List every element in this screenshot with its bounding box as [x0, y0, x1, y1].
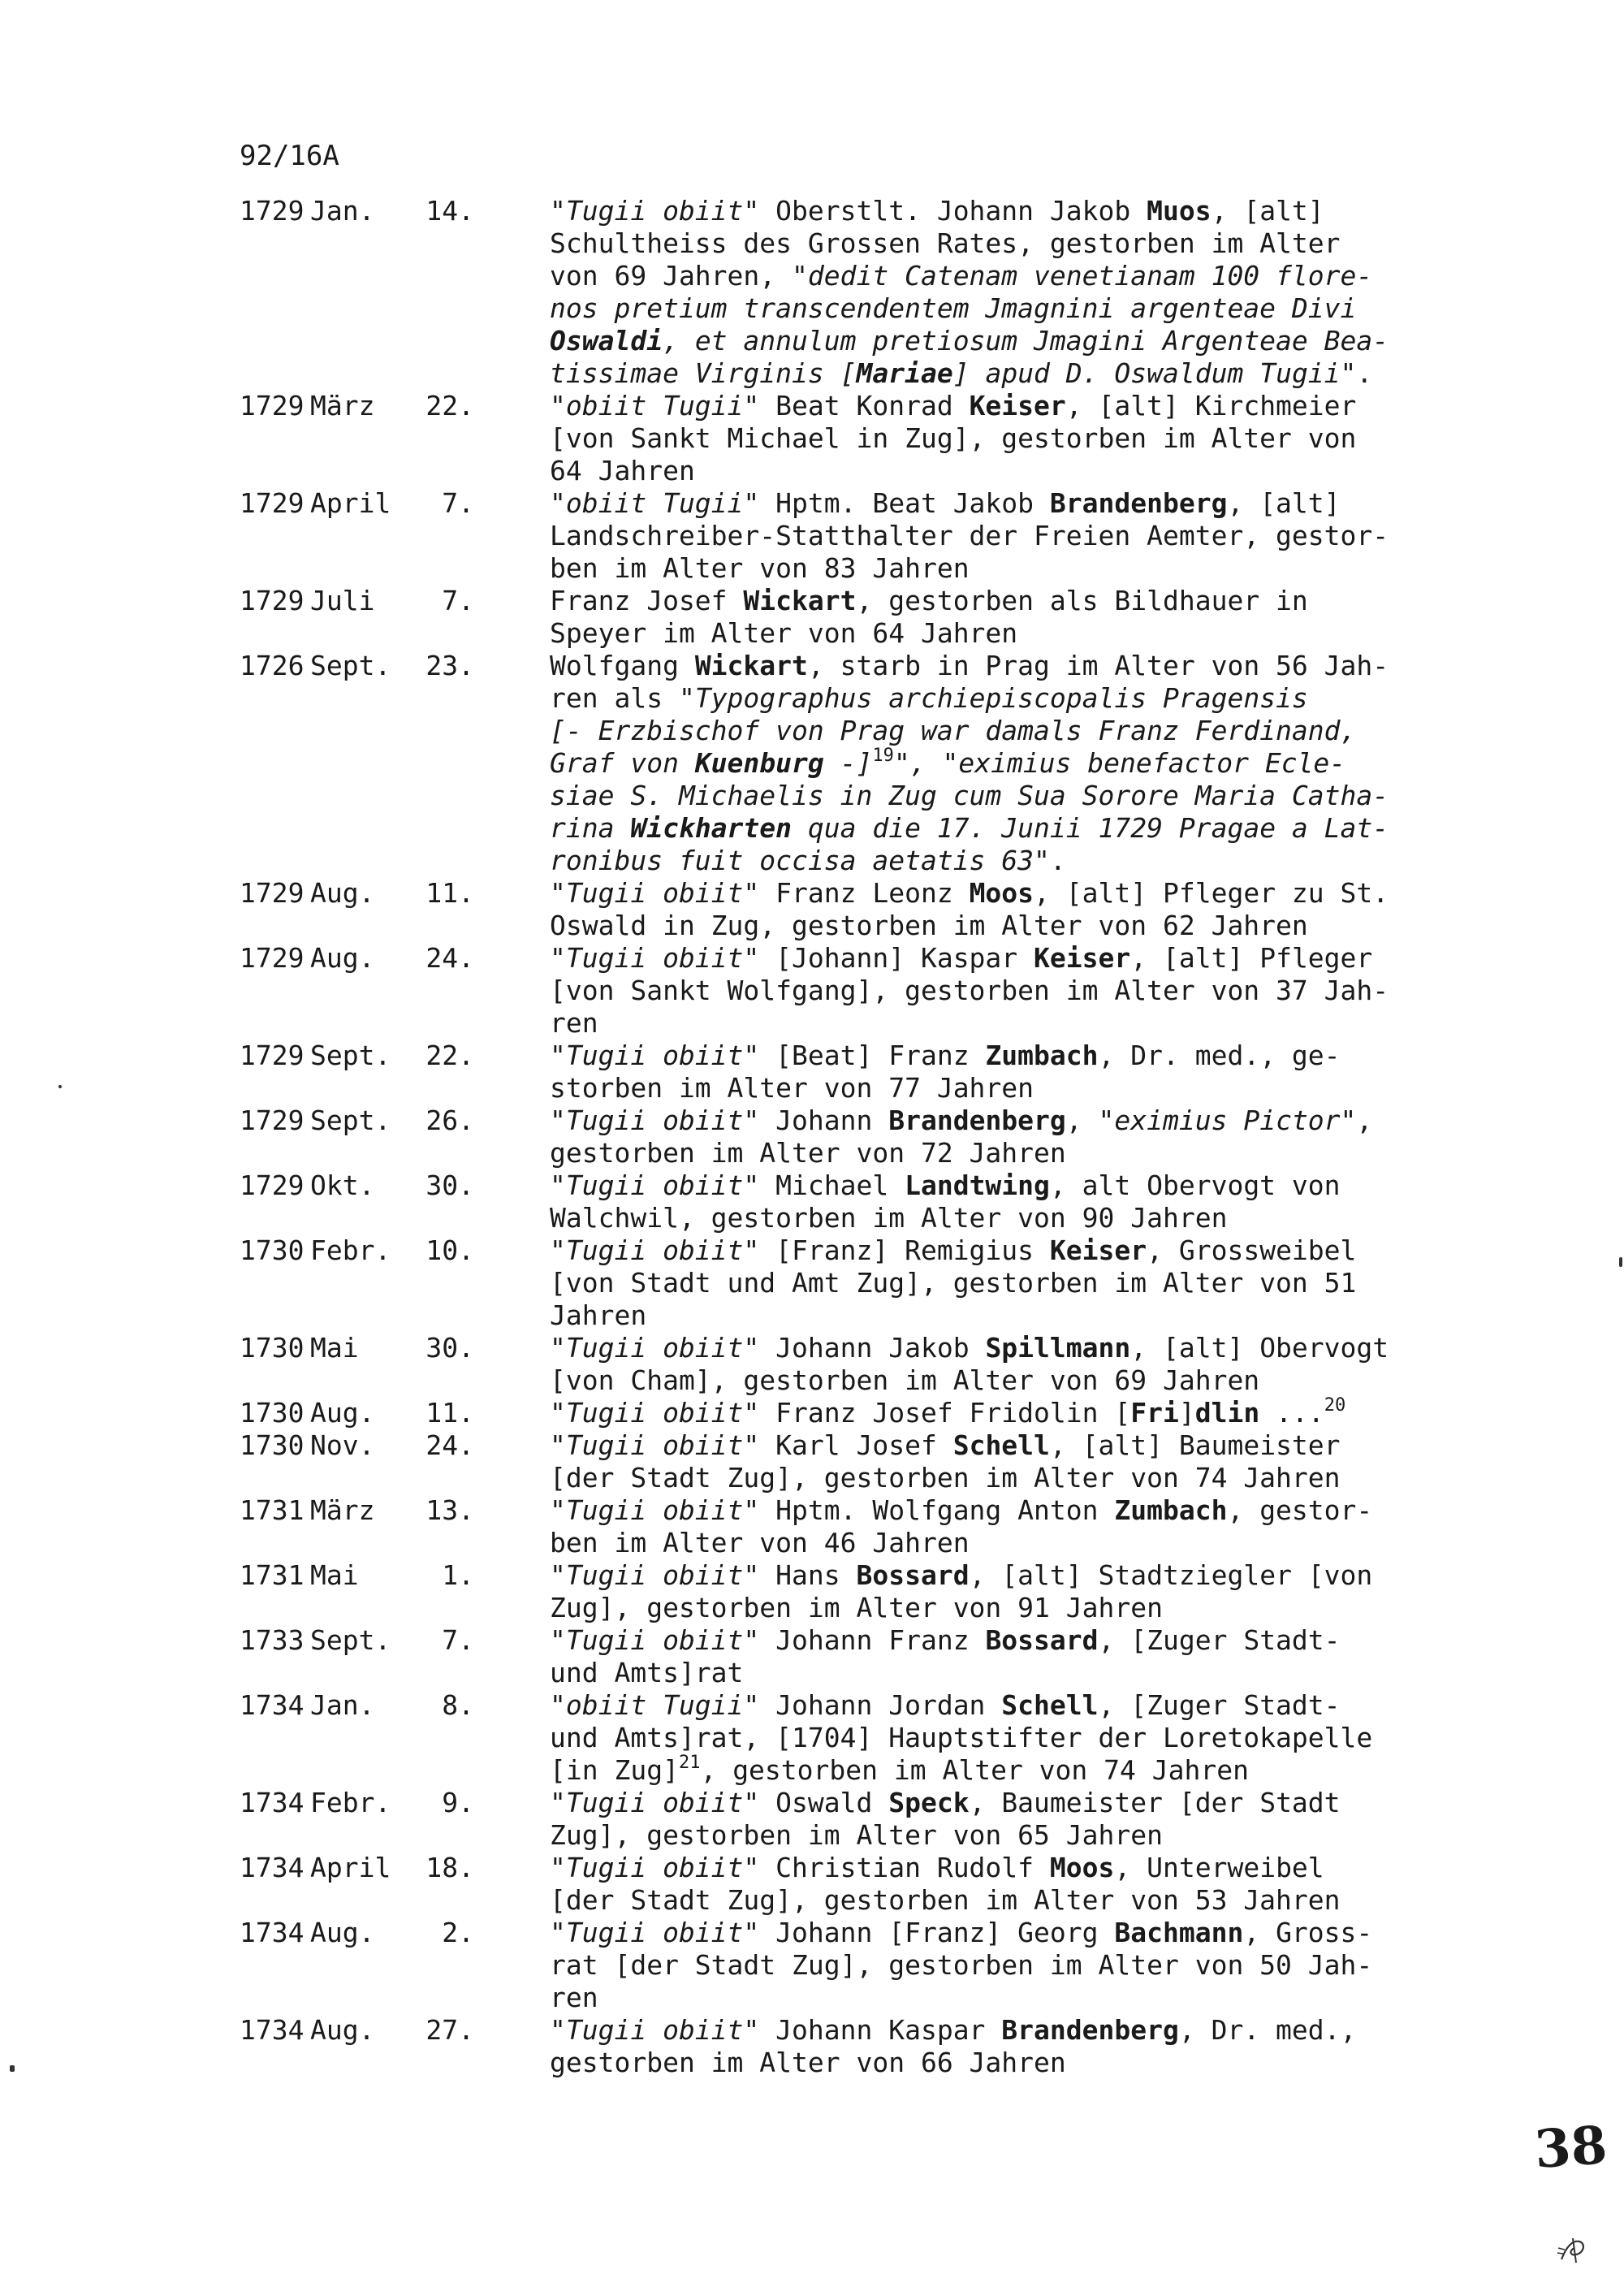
entry-year: 1733	[240, 1624, 304, 1656]
entry-month: April	[310, 1852, 391, 1883]
entry-month: Aug.	[310, 1917, 375, 1948]
entry-year: 1729	[240, 487, 304, 519]
entry-year: 1734	[240, 2014, 304, 2046]
entry-text-line: [von Sankt Wolfgang], gestorben im Alter von 37 Jah-	[550, 975, 1389, 1006]
entry-text-line: Zug], gestorben im Alter von 91 Jahren	[550, 1592, 1163, 1623]
entry-date	[240, 1234, 550, 1267]
entry-text-line: Zug], gestorben im Alter von 65 Jahren	[550, 1819, 1163, 1851]
entry-year: 1730	[240, 1429, 304, 1461]
scan-dot-right	[1619, 1257, 1622, 1267]
entry-year: 1731	[240, 1494, 304, 1526]
entry-date	[240, 1624, 550, 1657]
entry-month: Mai	[310, 1332, 359, 1364]
entry-text-line: "Tugii obiit" [Beat] Franz Zumbach, Dr. med., ge-	[550, 1040, 1341, 1071]
entry-text-line: "Tugii obiit" Franz Josef Fridolin [Fri]dlin ...$^{20}$	[550, 1395, 1346, 1429]
obituary-entry	[240, 1169, 1506, 1234]
entry-date	[240, 1429, 550, 1462]
entry-year: 1734	[240, 1917, 304, 1948]
entry-text-line: ben im Alter von 83 Jahren	[550, 552, 970, 584]
entry-day: 7.	[442, 585, 474, 616]
entry-year: 1730	[240, 1234, 304, 1266]
entry-text-line: "Tugii obiit" Michael Landtwing, alt Obervogt von	[550, 1169, 1341, 1201]
entry-text-line: [von Cham], gestorben im Alter von 69 Jahren	[550, 1364, 1260, 1396]
entry-text-line: und Amts]rat, [1704] Hauptstifter der Loretokapelle	[550, 1722, 1373, 1753]
entry-month: Aug.	[310, 2014, 375, 2046]
entry-text-line: "Tugii obiit" Karl Josef Schell, [alt] Baumeister	[550, 1429, 1341, 1461]
entry-month: Aug.	[310, 877, 375, 909]
entry-year: 1729	[240, 1169, 304, 1201]
obituary-entry	[240, 1559, 1506, 1624]
entry-text	[550, 1234, 1492, 1332]
entry-year: 1729	[240, 585, 304, 616]
entry-text-line: "Tugii obiit" Christian Rudolf Moos, Unterweibel	[550, 1852, 1324, 1883]
entry-month: Sept.	[310, 1624, 391, 1656]
entry-day: 11.	[425, 1397, 474, 1429]
entry-month: Mai	[310, 1559, 359, 1591]
entry-text	[550, 487, 1492, 585]
entry-text	[550, 877, 1492, 942]
entry-day: 13.	[425, 1494, 474, 1526]
entry-date	[240, 1332, 550, 1364]
entry-text-line: [- Erzbischof von Prag war damals Franz Ferdinand,	[550, 715, 1357, 746]
entry-text-line: "Tugii obiit" Johann Kaspar Brandenberg, Dr. med.,	[550, 2014, 1357, 2046]
entry-text-line: Walchwil, gestorben im Alter von 90 Jahren	[550, 1202, 1228, 1234]
entry-day: 30.	[425, 1169, 474, 1201]
entry-date	[240, 2014, 550, 2047]
entry-year: 1729	[240, 390, 304, 422]
entry-text	[550, 1040, 1492, 1105]
entry-text-line: [von Stadt und Amt Zug], gestorben im Alter von 51	[550, 1267, 1357, 1299]
entry-day: 1.	[442, 1559, 474, 1591]
entry-day: 26.	[425, 1105, 474, 1136]
entry-text-line: Speyer im Alter von 64 Jahren	[550, 617, 1018, 649]
entry-day: 24.	[425, 942, 474, 974]
entry-text-line: "obiit Tugii" Beat Konrad Keiser, [alt] Kirchmeier	[550, 390, 1357, 422]
entry-text-line: ren als "Typographus archiepiscopalis Pragensis	[550, 682, 1308, 714]
entry-text-line: Schultheiss des Grossen Rates, gestorben im Alter	[550, 227, 1341, 259]
entry-date	[240, 390, 550, 422]
entry-text-line: "Tugii obiit" Oberstlt. Johann Jakob Muos, [alt]	[550, 195, 1324, 227]
entry-day: 14.	[425, 195, 474, 227]
obituary-entry	[240, 1852, 1506, 1917]
entry-year: 1731	[240, 1559, 304, 1591]
entry-date	[240, 487, 550, 520]
entry-day: 8.	[442, 1689, 474, 1721]
entry-text-line: "Tugii obiit" Oswald Speck, Baumeister [der Stadt	[550, 1787, 1341, 1818]
entry-text-line: [der Stadt Zug], gestorben im Alter von 74 Jahren	[550, 1462, 1341, 1494]
obituary-entry	[240, 1332, 1506, 1397]
entry-text-line: ben im Alter von 46 Jahren	[550, 1527, 970, 1559]
entry-date	[240, 1787, 550, 1819]
obituary-entry	[240, 487, 1506, 585]
entry-text-line: ren	[550, 1982, 598, 2013]
entry-year: 1729	[240, 1040, 304, 1071]
handwritten-page-number: 38	[1532, 2114, 1609, 2181]
entry-day: 10.	[425, 1234, 474, 1266]
entry-text-line: "Tugii obiit" Franz Leonz Moos, [alt] Pfleger zu St.	[550, 877, 1389, 909]
entry-date	[240, 877, 550, 910]
obituary-entry	[240, 1429, 1506, 1494]
entry-date	[240, 1040, 550, 1072]
entry-day: 2.	[442, 1917, 474, 1948]
obituary-entry	[240, 1234, 1506, 1332]
entry-text-line: [der Stadt Zug], gestorben im Alter von 53 Jahren	[550, 1884, 1341, 1916]
entry-year: 1726	[240, 650, 304, 681]
entry-text-line: von 69 Jahren, "dedit Catenam venetianam 100 flore-	[550, 260, 1373, 292]
entry-date	[240, 942, 550, 975]
entry-date	[240, 1494, 550, 1527]
entry-month: April	[310, 487, 391, 519]
entry-text-line: gestorben im Alter von 72 Jahren	[550, 1137, 1066, 1169]
entry-text-line: "Tugii obiit" Johann Franz Bossard, [Zuger Stadt-	[550, 1624, 1341, 1656]
entry-text-line: tissimae Virginis [Mariae] apud D. Oswaldum Tugii".	[550, 357, 1373, 389]
entry-day: 7.	[442, 487, 474, 519]
entry-text	[550, 2014, 1492, 2079]
entry-text-line: ren	[550, 1007, 598, 1039]
entry-day: 27.	[425, 2014, 474, 2046]
entry-text-line: "Tugii obiit" Johann Brandenberg, "eximius Pictor",	[550, 1105, 1373, 1136]
entry-day: 18.	[425, 1852, 474, 1883]
entry-day: 24.	[425, 1429, 474, 1461]
archive-stamp-icon	[1555, 2232, 1596, 2268]
entry-year: 1734	[240, 1787, 304, 1818]
entry-text	[550, 1689, 1492, 1787]
entry-text-line: "Tugii obiit" Hans Bossard, [alt] Stadtziegler [von	[550, 1559, 1373, 1591]
entry-day: 22.	[425, 390, 474, 422]
entry-year: 1730	[240, 1332, 304, 1364]
entry-year: 1729	[240, 942, 304, 974]
document-reference: 92/16A	[240, 140, 339, 172]
entry-text	[550, 942, 1492, 1040]
obituary-entry	[240, 1494, 1506, 1559]
obituary-entry	[240, 1397, 1506, 1429]
entry-year: 1734	[240, 1689, 304, 1721]
entry-text	[550, 1169, 1492, 1234]
entry-date	[240, 1852, 550, 1884]
entry-date	[240, 1917, 550, 1949]
entry-day: 22.	[425, 1040, 474, 1071]
entry-text-line: Wolfgang Wickart, starb in Prag im Alter von 56 Jah-	[550, 650, 1389, 681]
entry-text-line: Franz Josef Wickart, gestorben als Bildhauer in	[550, 585, 1308, 616]
entry-month: März	[310, 390, 375, 422]
entry-date	[240, 650, 550, 682]
entry-month: Sept.	[310, 1105, 391, 1136]
entry-text-line: Oswaldi, et annulum pretiosum Jmagini Argenteae Bea-	[550, 325, 1389, 357]
entry-day: 30.	[425, 1332, 474, 1364]
entry-text	[550, 195, 1492, 390]
entry-text-line: Landschreiber-Statthalter der Freien Aemter, gestor-	[550, 520, 1389, 551]
entry-year: 1734	[240, 1852, 304, 1883]
entry-text	[550, 1852, 1492, 1917]
entry-date	[240, 195, 550, 227]
entry-text-line: [von Sankt Michael in Zug], gestorben im Alter von	[550, 422, 1357, 454]
obituary-entry	[240, 942, 1506, 1040]
entry-text	[550, 585, 1492, 650]
entry-date	[240, 1559, 550, 1592]
entry-month: Sept.	[310, 650, 391, 681]
obituary-entry	[240, 877, 1506, 942]
entry-month: Aug.	[310, 1397, 375, 1429]
entry-year: 1730	[240, 1397, 304, 1429]
entry-day: 11.	[425, 877, 474, 909]
entry-day: 23.	[425, 650, 474, 681]
entry-text-line: "Tugii obiit" Johann [Franz] Georg Bachmann, Gross-	[550, 1917, 1373, 1948]
entry-month: Jan.	[310, 1689, 375, 1721]
obituary-entry	[240, 1624, 1506, 1689]
obituary-entry	[240, 1040, 1506, 1105]
entry-text-line: rina Wickharten qua die 17. Junii 1729 Pragae a Lat-	[550, 812, 1389, 844]
obituary-entry	[240, 650, 1506, 877]
entry-text	[550, 1559, 1492, 1624]
entry-month: Nov.	[310, 1429, 375, 1461]
obituary-entry	[240, 1105, 1506, 1169]
entry-date	[240, 1105, 550, 1137]
obituary-entry	[240, 1787, 1506, 1852]
entry-day: 9.	[442, 1787, 474, 1818]
scan-dot-left-lower	[10, 2065, 15, 2072]
entry-text-line: nos pretium transcendentem Jmagnini argenteae Divi	[550, 292, 1357, 324]
entry-text-line: "Tugii obiit" Hptm. Wolfgang Anton Zumbach, gestor-	[550, 1494, 1373, 1526]
entry-month: Aug.	[310, 942, 375, 974]
obituary-entry	[240, 195, 1506, 390]
obituary-entry	[240, 1689, 1506, 1787]
entry-year: 1729	[240, 877, 304, 909]
entry-text-line: siae S. Michaelis in Zug cum Sua Sorore Maria Catha-	[550, 780, 1389, 811]
obituary-list	[240, 195, 1506, 2079]
obituary-entry	[240, 2014, 1506, 2079]
entry-text	[550, 1397, 1492, 1429]
entry-text-line: 64 Jahren	[550, 455, 695, 486]
entry-month: Febr.	[310, 1234, 391, 1266]
entry-text-line: gestorben im Alter von 66 Jahren	[550, 2047, 1066, 2078]
entry-text-line: "Tugii obiit" [Johann] Kaspar Keiser, [alt] Pfleger	[550, 942, 1373, 974]
entry-text	[550, 1917, 1492, 2014]
entry-date	[240, 1689, 550, 1722]
entry-month: Juli	[310, 585, 375, 616]
entry-text	[550, 1787, 1492, 1852]
entry-text-line: "obiit Tugii" Johann Jordan Schell, [Zuger Stadt-	[550, 1689, 1341, 1721]
entry-text	[550, 1429, 1492, 1494]
entry-text-line: ronibus fuit occisa aetatis 63".	[550, 845, 1066, 876]
entry-text	[550, 1494, 1492, 1559]
entry-month: Sept.	[310, 1040, 391, 1071]
entry-month: März	[310, 1494, 375, 1526]
entry-year: 1729	[240, 195, 304, 227]
entry-month: Jan.	[310, 195, 375, 227]
scan-dot-left	[58, 1085, 62, 1088]
entry-text-line: Jahren	[550, 1299, 647, 1331]
entry-month: Okt.	[310, 1169, 375, 1201]
entry-text-line: und Amts]rat	[550, 1657, 744, 1688]
entry-date	[240, 1169, 550, 1202]
entry-text-line: [in Zug]$^{21}$, gestorben im Alter von 74 Jahren	[550, 1753, 1249, 1786]
entry-text-line: "Tugii obiit" Johann Jakob Spillmann, [alt] Obervogt	[550, 1332, 1389, 1364]
entry-text	[550, 1105, 1492, 1169]
entry-text	[550, 1624, 1492, 1689]
entry-date	[240, 585, 550, 617]
entry-text-line: "Tugii obiit" [Franz] Remigius Keiser, Grossweibel	[550, 1234, 1357, 1266]
entry-month: Febr.	[310, 1787, 391, 1818]
entry-year: 1729	[240, 1105, 304, 1136]
entry-text-line: rat [der Stadt Zug], gestorben im Alter von 50 Jah-	[550, 1949, 1373, 1981]
entry-date	[240, 1397, 550, 1429]
entry-text	[550, 650, 1492, 877]
entry-day: 7.	[442, 1624, 474, 1656]
entry-text-line: storben im Alter von 77 Jahren	[550, 1072, 1034, 1104]
obituary-entry	[240, 1917, 1506, 2014]
obituary-entry	[240, 390, 1506, 487]
entry-text-line: Oswald in Zug, gestorben im Alter von 62 Jahren	[550, 910, 1308, 941]
entry-text	[550, 1332, 1492, 1397]
entry-text	[550, 390, 1492, 487]
obituary-entry	[240, 585, 1506, 650]
entry-text-line: Graf von Kuenburg -]$^{19}$", "eximius benefactor Ecle-	[550, 746, 1346, 779]
entry-text-line: "obiit Tugii" Hptm. Beat Jakob Brandenberg, [alt]	[550, 487, 1341, 519]
